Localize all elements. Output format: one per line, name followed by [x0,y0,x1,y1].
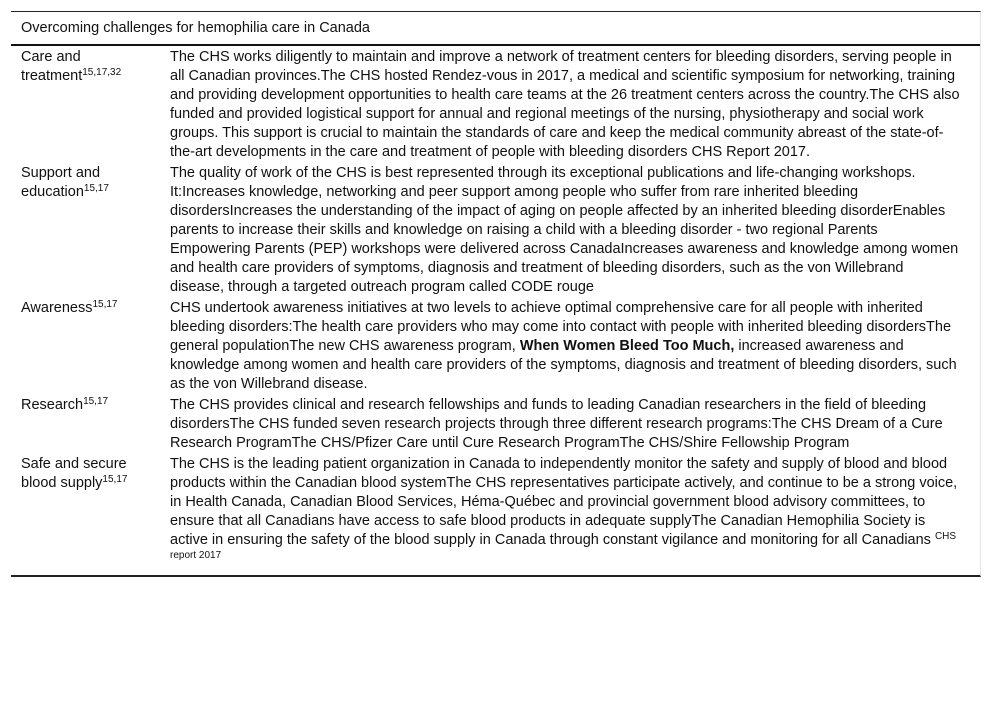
table-row [11,46,980,162]
description-text: CHS undertook awareness initiatives at two levels to achieve optimal comprehensive care for all people with inherited bleeding disorders:The health care providers who may come into contact with people with inherited bleeding disordersThe general populationThe new CHS awareness program, [170,300,952,354]
reference-superscript: 15,17 [92,299,118,310]
row-description: The quality of work of the CHS is best represented through its exceptional publications and life-changing workshops. It:Increases knowledge, networking and peer support among people who suffer from rare inherited bleeding disordersIncreases the understanding of the impact of aging on people affected by an inherited bleeding disorderEnables parents to increase their skills and knowledge on raising a child with a bleeding disorder - two regional Parents Empowering Parents (PEP) workshops were delivered across CanadaIncreases awareness and knowledge among women and health care providers of symptoms, diagnosis and treatment of bleeding disorders, such as the von Willebrand disease, through a targeted outreach program called CODE rouge [170,165,959,295]
table-row [11,394,980,453]
description-text: increased awareness and knowledge among women and health care providers of the symptoms, diagnosis and treatment of bleeding disorders, such as the von Willebrand disease. [170,338,957,392]
row-label-text: Care and treatment [21,49,83,84]
row-label [11,455,141,569]
row-description [170,299,960,394]
reference-superscript: 15,17 [83,183,109,194]
reference-superscript: 15,17,32 [82,67,122,78]
row-label [11,299,170,394]
table-row [11,162,980,297]
row-label-text: Research [21,397,84,413]
row-label [11,48,170,162]
reference-superscript: 15,17 [83,396,109,407]
source-note: CHS report 2017 [170,531,957,561]
row-description [170,455,960,569]
row-label-text: Safe and secure blood supply [21,456,127,491]
table-row [11,453,980,575]
row-description: The CHS provides clinical and research fellowships and funds to leading Canadian researchers in the field of bleeding disordersThe CHS funded seven research projects through three different research programs:The CHS Dream of a Cure Research ProgramThe CHS/Pfizer Care until Cure Research ProgramThe CHS/Shire Fellowship Program [170,397,943,451]
row-label [11,164,170,297]
hemophilia-care-table [11,11,981,577]
row-label-text: Awareness [21,300,93,316]
row-label [11,396,170,453]
row-label-text: Support and education [21,165,101,200]
description-text: The CHS is the leading patient organization in Canada to independently monitor the safety and supply of blood and blood products within the Canadian blood systemThe CHS representatives participate actively, and continue to be a strong voice, in Health Canada, Canadian Blood Services, Héma-Québec and provincial government blood advisory committees, to ensure that all Canadians have access to safe blood products in adequate supplyThe Canadian Hemophilia Society is active in ensuring the safety of the blood supply in Canada through constant vigilance and monitoring for all Canadians [170,456,958,548]
table-title: Overcoming challenges for hemophilia care in Canada [11,12,980,46]
row-description: The CHS works diligently to maintain and improve a network of treatment centers for bleeding disorders, serving people in all Canadian provinces.The CHS hosted Rendez-vous in 2017, a medical and scientific symposium for networking, training and providing development opportunities to health care teams at the 26 treatment centers across the country.The CHS also funded and provided logistical support for annual and regional meetings of the nursing, physiotherapy and social work groups. This support is crucial to maintain the standards of care and keep the medical community abreast of the state-of-the-art developments in the care and treatment of people with bleeding disorders CHS Report 2017. [170,49,960,160]
reference-superscript: 15,17 [102,474,128,485]
program-name-bold: When Women Bleed Too Much, [519,338,735,354]
table-row [11,297,980,394]
